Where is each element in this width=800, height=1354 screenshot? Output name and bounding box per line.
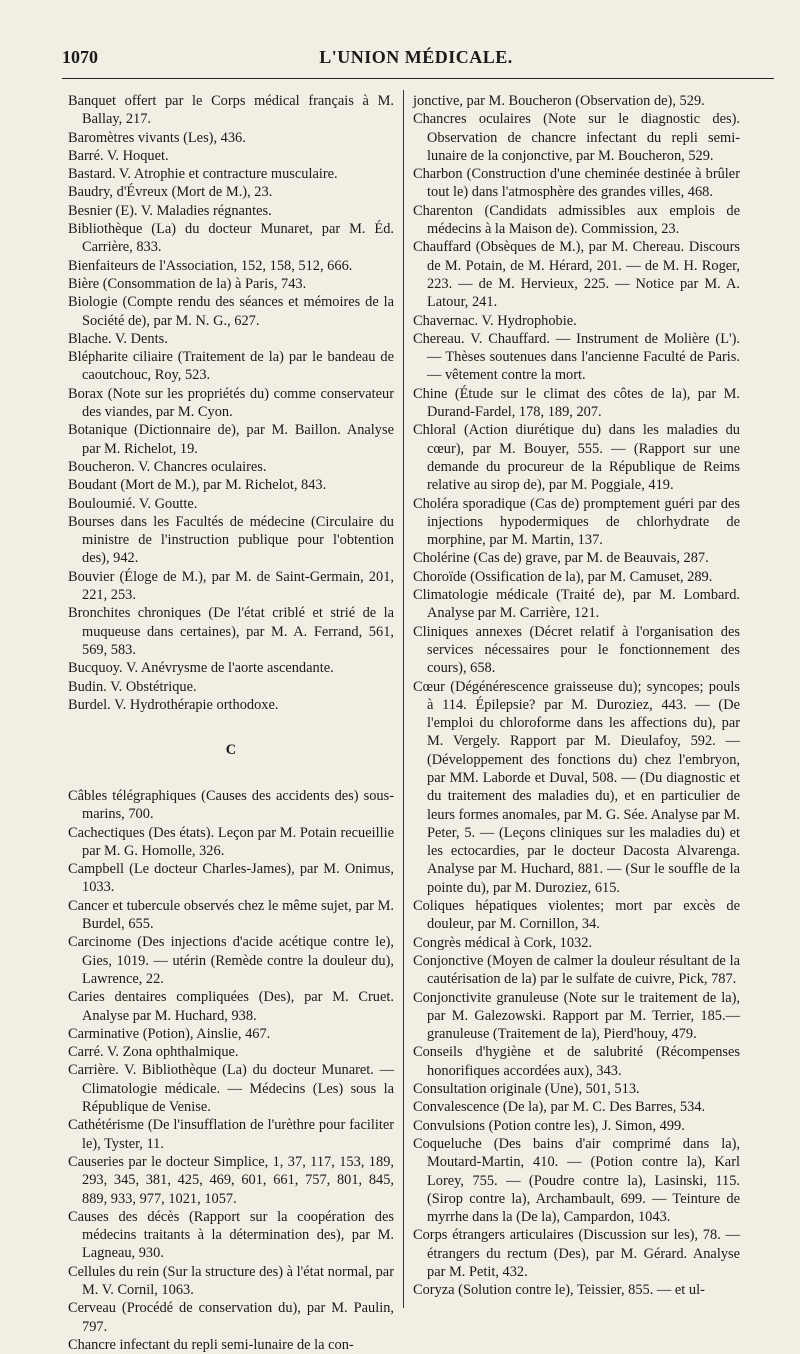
index-entry: Chancres oculaires (Note sur le diagnostic des). Observation de chancre infectant du repli semi-lunaire de la conjonctive, par M. Boucheron, 529. bbox=[413, 111, 740, 164]
index-entry: Causeries par le docteur Simplice, 1, 37, 117, 153, 189, 293, 345, 381, 425, 469, 601, 661, 757, 801, 845, 889, 933, 977, 1021, 1057. bbox=[68, 1153, 394, 1207]
index-entry: Budin. V. Obstétrique. bbox=[68, 678, 197, 695]
index-entry: Burdel. V. Hydrothérapie orthodoxe. bbox=[68, 696, 279, 713]
right-column bbox=[413, 92, 740, 1300]
index-entry: Cathétérisme (De l'insufflation de l'urèthre pour faciliter le), Tyster, 11. bbox=[68, 1117, 394, 1152]
index-entry: Biologie (Compte rendu des séances et mémoires de la Société de), par M. N. G., 627. bbox=[68, 294, 394, 329]
index-entry: Baromètres vivants (Les), 436. bbox=[68, 129, 246, 146]
index-entry: Bronchites chroniques (De l'état criblé et strié de la muqueuse dans certaines), par M. A. Ferrand, 561, 569, 583. bbox=[68, 605, 394, 658]
index-entry: Cholérine (Cas de) grave, par M. de Beauvais, 287. bbox=[413, 550, 709, 567]
index-entry: Chereau. V. Chauffard. — Instrument de Molière (L'). — Thèses soutenues dans l'ancienne Faculté de Paris. — vêtement contre la mort. bbox=[413, 330, 740, 384]
index-entry: Chauffard (Obsèques de M.), par M. Chereau. Discours de M. Potain, de M. Hérard, 201. — de M. H. Roger, 223. — de M. Hervieux, 225. — Notice par M. A. Latour, 241. bbox=[413, 239, 740, 311]
index-entry: Bouvier (Éloge de M.), par M. de Saint-Germain, 201, 221, 253. bbox=[68, 568, 394, 604]
index-entry: Carcinome (Des injections d'acide acétique contre le), Gies, 1019. — utérin (Remède contre la douleur du), Lawrence, 22. bbox=[68, 934, 394, 987]
index-entry: Botanique (Dictionnaire de), par M. Baillon. Analyse par M. Richelot, 19. bbox=[68, 422, 394, 457]
section-letter-c: C bbox=[225, 742, 237, 759]
index-entry: Caries dentaires compliquées (Des), par M. Cruet. Analyse par M. Huchard, 938. bbox=[68, 989, 394, 1024]
index-entry: Climatologie médicale (Traité de), par M. Lombard. Analyse par M. Carrière, 121. bbox=[413, 587, 740, 622]
index-entry: jonctive, par M. Boucheron (Observation de), 529. bbox=[413, 93, 705, 109]
index-entry: Besnier (E). V. Maladies régnantes. bbox=[68, 202, 272, 219]
index-entry: Convulsions (Potion contre les), J. Simon, 499. bbox=[413, 1117, 685, 1134]
index-entry: Consultation originale (Une), 501, 513. bbox=[413, 1081, 640, 1098]
index-entry: Cancer et tubercule observés chez le même sujet, par M. Burdel, 655. bbox=[68, 897, 394, 933]
index-entry: Coryza (Solution contre le), Teissier, 855. — et ul- bbox=[413, 1282, 705, 1299]
index-entry: Boucheron. V. Chancres oculaires. bbox=[68, 458, 267, 475]
header-rule bbox=[62, 78, 774, 79]
index-entry: Blache. V. Dents. bbox=[68, 330, 168, 347]
entries-c-list bbox=[68, 787, 394, 1354]
index-entry: Cliniques annexes (Décret relatif à l'organisation des services nécessaires pour le fonctionnement des cours), 658. bbox=[413, 623, 740, 677]
entries-right-list bbox=[413, 92, 740, 1300]
index-entry: Charbon (Construction d'une cheminée destinée à brûler tout le) dans l'atmosphère des grandes villes, 468. bbox=[413, 166, 740, 201]
left-column bbox=[68, 92, 394, 1354]
index-entry: Chine (Étude sur le climat des côtes de la), par M. Durand-Fardel, 178, 189, 207. bbox=[413, 385, 740, 421]
index-entry: Cœur (Dégénérescence graisseuse du); syncopes; pouls à 114. Épilepsie? par M. Duroziez, 443. — (De l'emploi du chloroforme dans les affections du), par M. Vergely. Rapport par M. Dieulafoy, 592. — (Développement des fonctions du) chez l'embryon, par MM. Laborde et Duval, 508. — (Du diagnostic et du traitement des maladies du), et en particulier de leurs formes anomales, par M. G. Sée. Analyse par M. Peter, 5. — (Leçons cliniques sur les maladies du) et les ectocardies, par le docteur Dacosta Alvarenga. Analyse par M. Huchard, 881. — (Sur le souffle de la pointe du), par M. Duroziez, 615. bbox=[413, 678, 740, 896]
index-entry: Carré. V. Zona ophthalmique. bbox=[68, 1044, 239, 1061]
index-entry: Bière (Consommation de la) à Paris, 743. bbox=[68, 275, 307, 292]
index-entry: Conseils d'hygiène et de salubrité (Récompenses honorifiques accordées aux), 343. bbox=[413, 1044, 740, 1079]
index-entry: Coqueluche (Des bains d'air comprimé dans la), Moutard-Martin, 410. — (Potion contre la), Karl Lorey, 755. — (Poudre contre la), Lasinski, 115. (Sirop contre la), Archambault, 699. — Teinture de myrrhe dans la (De la), Campardon, 1043. bbox=[413, 1135, 740, 1226]
index-entry: Congrès médical à Cork, 1032. bbox=[413, 934, 593, 951]
index-entry: Bastard. V. Atrophie et contracture musculaire. bbox=[68, 166, 338, 183]
index-entry: Carrière. V. Bibliothèque (La) du docteur Munaret. — Climatologie médicale. — Médecins (Les) sous la République de Venise. bbox=[68, 1062, 394, 1116]
index-entry: Boudant (Mort de M.), par M. Richelot, 843. bbox=[68, 477, 327, 494]
index-entry: Charenton (Candidats admissibles aux emplois de médecins à la Maison de). Commission, 23. bbox=[413, 202, 740, 238]
entries-b-list bbox=[68, 92, 394, 714]
index-entry: Corps étrangers articulaires (Discussion sur les), 78. — étrangers du rectum (Des), par M. Gérard. Analyse par M. Petit, 432. bbox=[413, 1227, 740, 1280]
page-header bbox=[62, 47, 770, 77]
index-entry: Choléra sporadique (Cas de) promptement guéri par des injections hypodermiques de chlorhydrate de morphine, par M. Martin, 137. bbox=[413, 495, 740, 549]
index-entry: Cerveau (Procédé de conservation du), par M. Paulin, 797. bbox=[68, 1300, 394, 1335]
index-entry: Conjonctive (Moyen de calmer la douleur résultant de la cautérisation de la) par le sulfate de cuivre, Pick, 787. bbox=[413, 952, 740, 988]
index-entry: Bourses dans les Facultés de médecine (Circulaire du ministre de l'instruction publique pour l'obtention des), 942. bbox=[68, 513, 394, 567]
index-entry: Bibliothèque (La) du docteur Munaret, par M. Éd. Carrière, 833. bbox=[68, 221, 394, 256]
index-entry: Conjonctivite granuleuse (Note sur le traitement de la), par M. Galezowski. Rapport par M. Terrier, 185.—granuleuse (Traitement de la), Pierd'houy, 479. bbox=[413, 989, 740, 1043]
index-entry: Câbles télégraphiques (Causes des accidents des) sous-marins, 700. bbox=[68, 787, 394, 823]
index-entry: Blépharite ciliaire (Traitement de la) par le bandeau de caoutchouc, Roy, 523. bbox=[68, 349, 394, 384]
index-entry: Choroïde (Ossification de la), par M. Camuset, 289. bbox=[413, 568, 713, 585]
index-entry: Convalescence (De la), par M. C. Des Barres, 534. bbox=[413, 1099, 706, 1116]
running-title: L'UNION MÉDICALE. bbox=[319, 47, 513, 67]
index-entry: Bienfaiteurs de l'Association, 152, 158, 512, 666. bbox=[68, 257, 353, 274]
index-entry: Cellules du rein (Sur la structure des) à l'état normal, par M. V. Cornil, 1063. bbox=[68, 1263, 394, 1298]
index-entry: Chancre infectant du repli semi-lunaire de la con- bbox=[68, 1336, 354, 1353]
index-entry: Barré. V. Hoquet. bbox=[68, 147, 169, 164]
index-entry: Bucquoy. V. Anévrysme de l'aorte ascendante. bbox=[68, 660, 334, 677]
index-entry: Baudry, d'Évreux (Mort de M.), 23. bbox=[68, 184, 273, 201]
page-number: 1070 bbox=[62, 47, 98, 67]
index-entry: Borax (Note sur les propriétés du) comme conservateur des viandes, par M. Cyon. bbox=[68, 385, 394, 421]
index-entry: Campbell (Le docteur Charles-James), par M. Onimus, 1033. bbox=[68, 861, 394, 896]
index-entry: Chavernac. V. Hydrophobie. bbox=[413, 312, 577, 329]
index-entry: Coliques hépatiques violentes; mort par excès de douleur, par M. Cornillon, 34. bbox=[413, 898, 740, 933]
column-divider bbox=[403, 90, 404, 1308]
index-entry: Cachectiques (Des états). Leçon par M. Potain recueillie par M. G. Homolle, 326. bbox=[68, 824, 394, 859]
index-entry: Banquet offert par le Corps médical français à M. Ballay, 217. bbox=[68, 93, 394, 128]
index-entry: Bouloumié. V. Goutte. bbox=[68, 495, 198, 512]
index-entry: Causes des décès (Rapport sur la coopération des médecins traitants à la détermination des), par M. Lagneau, 930. bbox=[68, 1208, 394, 1262]
index-entry: Chloral (Action diurétique du) dans les maladies du cœur), par M. Bouyer, 555. — (Rapport sur une demande du procureur de la République de Reims relative au sirop de), par M. Poggiale, 419. bbox=[413, 422, 740, 494]
index-entry: Carminative (Potion), Ainslie, 467. bbox=[68, 1025, 271, 1042]
